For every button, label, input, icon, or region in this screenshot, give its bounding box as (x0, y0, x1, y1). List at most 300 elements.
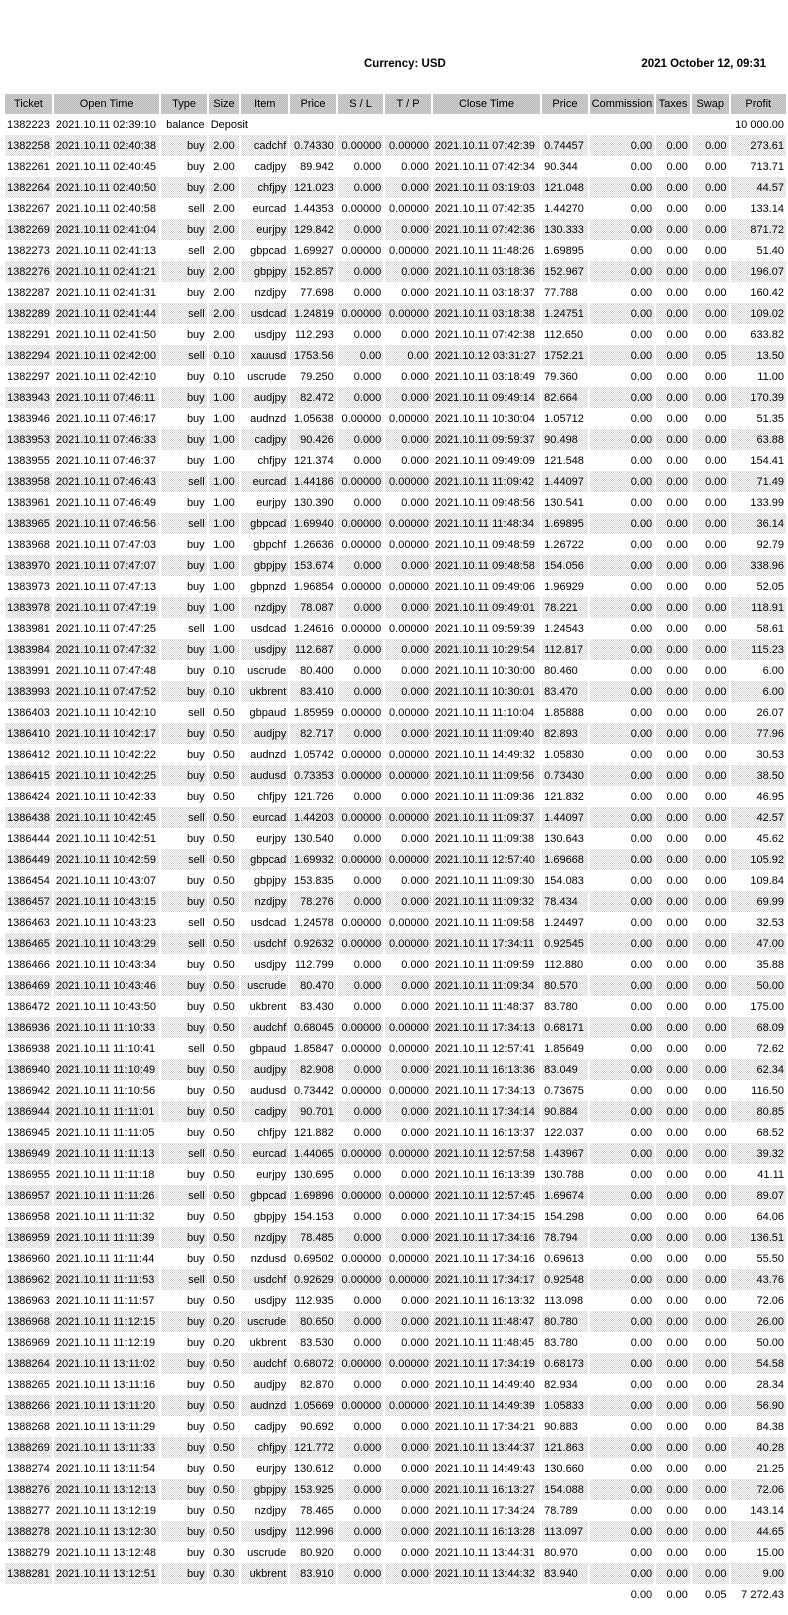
cell-profit: 47.00 (731, 933, 786, 954)
cell-tp: 0.000 (401, 1420, 429, 1433)
cell-commission: 0.00 (630, 1546, 653, 1559)
cell-tp: 0.00000 (389, 412, 429, 425)
cell-open-time: 2021.10.11 10:43:07 (55, 874, 156, 887)
cell-profit: 84.38 (756, 1420, 784, 1433)
cell-taxes: 0.00 (666, 1336, 688, 1349)
table-row (5, 996, 786, 1017)
cell-item: eurcad (241, 471, 288, 492)
cell-open-price: 90.426 (290, 429, 336, 450)
cell-swap: 0.00 (705, 1000, 727, 1013)
cell-type: buy (161, 135, 206, 156)
cell-open-time: 2021.10.11 13:11:02 (54, 1353, 160, 1374)
cell-commission: 0.00 (630, 538, 653, 551)
cell-type: buy (186, 1504, 205, 1517)
cell-commission: 0.00 (630, 1378, 653, 1391)
cell-open-price: 0.73353 (290, 765, 336, 786)
cell-profit: 6.00 (731, 681, 786, 702)
cell-swap: 0.00 (692, 723, 729, 744)
cell-open-price: 130.390 (294, 496, 334, 509)
cell-item: cadchf (241, 135, 288, 156)
cell-size: 0.50 (213, 958, 235, 971)
cell-swap: 0.00 (705, 1546, 727, 1559)
cell-item: usdchf (241, 1269, 288, 1290)
cell-taxes: 0.00 (666, 748, 688, 761)
cell-open-price: 129.842 (290, 219, 336, 240)
cell-ticket: 1386938 (7, 1042, 50, 1055)
cell-profit: 713.71 (750, 160, 784, 173)
cell-type: buy (186, 1210, 205, 1223)
cell-close-time: 2021.10.11 07:42:39 (433, 135, 540, 156)
cell-profit: 871.72 (731, 219, 786, 240)
cell-sl: 0.000 (353, 1378, 382, 1391)
cell-open-time: 2021.10.11 13:12:19 (55, 1504, 156, 1517)
cell-close-time: 2021.10.11 14:49:40 (434, 1378, 535, 1391)
cell-sl: 0.00000 (341, 1252, 382, 1265)
cell-size: 2.00 (213, 286, 235, 299)
cell-close-price: 1.96929 (544, 580, 584, 593)
cell-item: audusd (250, 1084, 287, 1097)
cell-close-time: 2021.10.11 03:18:37 (434, 286, 535, 299)
cell-commission: 0.00 (590, 303, 655, 324)
cell-open-time: 2021.10.11 07:46:49 (55, 496, 156, 509)
column-header-price: Price (290, 94, 336, 114)
cell-close-price: 80.460 (544, 664, 578, 677)
cell-size: 0.50 (209, 975, 240, 996)
cell-close-price: 0.68171 (542, 1017, 588, 1038)
cell-type: sell (161, 513, 206, 534)
cell-taxes: 0.00 (656, 303, 690, 324)
cell-commission: 0.00 (630, 454, 653, 467)
cell-close-time: 2021.10.11 11:09:59 (434, 958, 535, 971)
cell-sl: 0.000 (338, 639, 384, 660)
cell-open-price: 1.69927 (294, 244, 334, 257)
cell-commission: 0.00 (590, 975, 655, 996)
cell-item: cadjpy (241, 1101, 288, 1122)
table-row (5, 1206, 786, 1227)
cell-open-price: 78.087 (290, 597, 336, 618)
cell-close-time: 2021.10.11 11:09:37 (433, 807, 540, 828)
cell-taxes: 0.00 (656, 387, 690, 408)
cell-tp: 0.00000 (389, 1252, 429, 1265)
cell-ticket: 1383993 (5, 681, 52, 702)
cell-swap: 0.00 (692, 975, 729, 996)
cell-open-time: 2021.10.11 02:42:10 (55, 370, 156, 383)
column-header-s-l: S / L (338, 94, 384, 114)
cell-size: 1.00 (209, 597, 240, 618)
cell-type: buy (161, 765, 206, 786)
cell-ticket: 1382267 (7, 202, 50, 215)
table-row (5, 177, 786, 198)
cell-close-time: 2021.10.11 14:49:39 (433, 1395, 540, 1416)
cell-tp: 0.000 (385, 1437, 431, 1458)
cell-close-time: 2021.10.11 17:34:17 (433, 1269, 540, 1290)
cell-open-time: 2021.10.11 10:42:22 (55, 748, 156, 761)
cell-close-time: 2021.10.11 17:34:21 (434, 1420, 535, 1433)
cell-size: 1.00 (209, 639, 240, 660)
cell-item: usdjpy (254, 958, 287, 971)
header-row (5, 94, 786, 114)
cell-close-time: 2021.10.11 11:09:40 (433, 723, 540, 744)
cell-ticket: 1382269 (5, 219, 52, 240)
cell-sl: 0.000 (353, 160, 382, 173)
cell-commission: 0.00 (590, 1479, 655, 1500)
cell-tp: 0.000 (401, 1546, 429, 1559)
cell-close-price: 1.24543 (544, 622, 584, 635)
cell-profit: 55.50 (756, 1252, 784, 1265)
cell-type: sell (161, 1269, 206, 1290)
cell-close-time: 2021.10.11 11:48:34 (433, 513, 540, 534)
cell-profit: 64.06 (756, 1210, 784, 1223)
cell-tp: 0.000 (401, 496, 429, 509)
cell-tp: 0.000 (385, 261, 431, 282)
cell-type: buy (186, 454, 205, 467)
table-row (5, 639, 786, 660)
cell-size: 0.50 (213, 1168, 235, 1181)
cell-ticket: 1383981 (7, 622, 50, 635)
cell-close-price: 1.05712 (544, 412, 584, 425)
cell-type: sell (161, 933, 206, 954)
cell-open-price: 83.530 (300, 1336, 334, 1349)
table-row (5, 1332, 786, 1353)
cell-ticket: 1386424 (7, 790, 50, 803)
cell-commission: 0.00 (590, 933, 655, 954)
cell-tp: 0.000 (401, 1210, 429, 1223)
cell-ticket: 1383961 (7, 496, 50, 509)
table-row (5, 219, 786, 240)
cell-open-price: 130.612 (294, 1462, 334, 1475)
cell-tp: 0.00000 (389, 916, 429, 929)
cell-commission: 0.00 (630, 1084, 653, 1097)
cell-swap: 0.00 (705, 1504, 727, 1517)
table-row (5, 303, 786, 324)
cell-close-price: 0.73675 (544, 1084, 584, 1097)
cell-close-time: 2021.10.11 09:59:39 (434, 622, 535, 635)
cell-profit: 35.88 (756, 958, 784, 971)
cell-open-price: 112.935 (294, 1294, 334, 1307)
cell-close-time: 2021.10.11 11:09:58 (434, 916, 535, 929)
cell-taxes: 0.00 (656, 1269, 690, 1290)
cell-open-time: 2021.10.11 07:46:43 (54, 471, 160, 492)
cell-close-price: 154.083 (544, 874, 584, 887)
cell-close-time: 2021.10.11 10:30:04 (434, 412, 535, 425)
cell-item: ukbrent (249, 1336, 287, 1349)
cell-swap: 0.00 (692, 513, 729, 534)
table-row (5, 1563, 786, 1584)
cell-sl: 0.000 (338, 891, 384, 912)
cell-tp: 0.000 (401, 1504, 429, 1517)
cell-tp: 0.000 (401, 1462, 429, 1475)
table-row (5, 1311, 786, 1332)
cell-size: 0.30 (209, 1563, 240, 1584)
cell-open-price: 1.05638 (294, 412, 334, 425)
cell-open-price: 90.692 (300, 1420, 334, 1433)
cell-type: sell (188, 916, 205, 929)
cell-profit: 13.50 (731, 345, 786, 366)
cell-size: 0.10 (213, 370, 235, 383)
cell-open-time: 2021.10.11 10:43:46 (54, 975, 160, 996)
cell-size: 1.00 (209, 429, 240, 450)
cell-open-time: 2021.10.11 11:11:44 (55, 1252, 155, 1265)
cell-commission: 0.00 (630, 916, 653, 929)
cell-size: 0.50 (209, 1017, 240, 1038)
cell-size: 0.50 (213, 1378, 235, 1391)
cell-close-price: 1.44097 (542, 471, 588, 492)
cell-ticket: 1386940 (5, 1059, 52, 1080)
cell-item: gbpjpy (241, 261, 288, 282)
cell-tp: 0.000 (401, 454, 429, 467)
cell-taxes: 0.00 (656, 1143, 690, 1164)
cell-type: buy (161, 177, 206, 198)
cell-commission: 0.00 (590, 1353, 655, 1374)
cell-close-price: 80.970 (544, 1546, 578, 1559)
cell-close-price: 1.85649 (544, 1042, 584, 1055)
cell-type: buy (161, 1059, 206, 1080)
cell-taxes: 0.00 (666, 916, 688, 929)
cell-open-price: 82.717 (290, 723, 336, 744)
cell-profit: 170.39 (731, 387, 786, 408)
cell-ticket: 1386962 (5, 1269, 52, 1290)
cell-tp: 0.00000 (385, 1395, 431, 1416)
cell-sl: 0.00000 (338, 303, 384, 324)
table-row (5, 534, 786, 555)
cell-profit: 58.61 (756, 622, 784, 635)
cell-close-time: 2021.10.11 11:09:56 (433, 765, 540, 786)
table-row (5, 492, 786, 513)
cell-type: buy (186, 1252, 205, 1265)
cell-profit: 50.00 (756, 1336, 784, 1349)
cell-tp: 0.00000 (389, 202, 429, 215)
cell-close-time: 2021.10.11 03:18:38 (433, 303, 540, 324)
cell-profit: 116.50 (751, 1084, 784, 1097)
cell-item: cadjpy (241, 429, 288, 450)
cell-profit: 273.61 (731, 135, 786, 156)
cell-swap: 0.00 (705, 1336, 727, 1349)
table-row (5, 198, 786, 219)
cell-sl: 0.00000 (338, 765, 384, 786)
cell-close-time: 2021.10.11 10:30:01 (433, 681, 540, 702)
cell-open-time: 2021.10.11 07:47:07 (54, 555, 160, 576)
cell-close-price: 78.434 (542, 891, 588, 912)
cell-open-price: 0.68045 (290, 1017, 336, 1038)
cell-item: eurjpy (241, 219, 288, 240)
cell-sl: 0.000 (353, 958, 382, 971)
cell-close-time: 2021.10.11 17:34:13 (434, 1084, 535, 1097)
balance-row (5, 114, 786, 135)
cell-close-price: 152.967 (542, 261, 588, 282)
cell-type: buy (161, 1017, 206, 1038)
cell-ticket: 1386410 (5, 723, 52, 744)
cell-sl: 0.00000 (341, 538, 382, 551)
cell-commission: 0.00 (630, 328, 653, 341)
cell-tp: 0.000 (385, 1563, 431, 1584)
cell-tp: 0.000 (401, 874, 429, 887)
cell-sl: 0.000 (338, 219, 384, 240)
cell-tp: 0.00000 (385, 1185, 431, 1206)
cell-tp: 0.00000 (389, 706, 429, 719)
cell-size: 0.50 (213, 1210, 235, 1223)
table-row (5, 156, 786, 177)
cell-open-time: 2021.10.11 02:41:04 (54, 219, 160, 240)
cell-commission: 0.00 (630, 1504, 653, 1517)
cell-swap: 0.00 (692, 597, 729, 618)
cell-taxes: 0.00 (666, 1252, 688, 1265)
cell-commission: 0.00 (590, 1563, 655, 1584)
cell-tp: 0.000 (401, 664, 429, 677)
cell-sl: 0.000 (353, 1126, 382, 1139)
cell-taxes: 0.00 (656, 513, 690, 534)
cell-sl: 0.00000 (341, 244, 382, 257)
cell-close-time: 2021.10.11 16:13:36 (433, 1059, 540, 1080)
cell-taxes: 0.00 (666, 958, 688, 971)
cell-sl: 0.00000 (341, 580, 382, 593)
cell-ticket: 1383970 (5, 555, 52, 576)
cell-close-price: 1752.21 (542, 345, 588, 366)
cell-close-price: 0.69613 (544, 1252, 584, 1265)
table-row (5, 471, 786, 492)
cell-open-time: 2021.10.11 07:47:25 (55, 622, 156, 635)
cell-sl: 0.00000 (338, 933, 384, 954)
cell-sl: 0.00000 (338, 1353, 384, 1374)
cell-item: eurcad (241, 1143, 288, 1164)
cell-open-time: 2021.10.11 10:42:45 (54, 807, 160, 828)
cell-open-price: 83.910 (290, 1563, 336, 1584)
cell-commission: 0.00 (590, 849, 655, 870)
cell-taxes: 0.00 (656, 639, 690, 660)
cell-open-price: 153.674 (290, 555, 336, 576)
cell-close-time: 2021.10.11 11:09:36 (434, 790, 535, 803)
cell-profit: 28.34 (756, 1378, 784, 1391)
cell-sl: 0.00000 (341, 748, 382, 761)
cell-swap: 0.00 (692, 1059, 729, 1080)
cell-size: 0.50 (209, 1185, 240, 1206)
cell-profit: 44.65 (731, 1521, 786, 1542)
cell-tp: 0.00000 (385, 471, 431, 492)
cell-commission: 0.00 (590, 555, 655, 576)
cell-taxes: 0.00 (666, 202, 688, 215)
cell-open-time: 2021.10.11 02:40:58 (55, 202, 156, 215)
cell-open-time: 2021.10.11 07:46:17 (55, 412, 156, 425)
cell-profit: 9.00 (731, 1563, 786, 1584)
cell-commission: 0.00 (590, 345, 655, 366)
cell-type: buy (186, 1000, 205, 1013)
cell-item: nzdjpy (254, 1504, 287, 1517)
cell-tp: 0.000 (385, 177, 431, 198)
cell-ticket: 1386945 (7, 1126, 50, 1139)
cell-sl: 0.000 (353, 1294, 382, 1307)
cell-open-time: 2021.10.11 11:11:53 (54, 1269, 160, 1290)
cell-close-time: 2021.10.11 11:10:04 (434, 706, 535, 719)
cell-size: 0.50 (209, 1479, 240, 1500)
cell-item: nzdjpy (254, 286, 287, 299)
cell-sl: 0.000 (353, 454, 382, 467)
column-header-open-time: Open Time (54, 94, 160, 114)
cell-close-price: 1.24751 (542, 303, 588, 324)
cell-ticket: 1386963 (7, 1294, 50, 1307)
cell-profit: 36.14 (731, 513, 786, 534)
cell-open-price: 121.772 (290, 1437, 336, 1458)
cell-taxes: 0.00 (656, 1353, 690, 1374)
totals-row (5, 1584, 786, 1605)
cell-item: ukbrent (241, 1563, 288, 1584)
cell-close-price: 1.69668 (542, 849, 588, 870)
cell-swap: 0.00 (692, 765, 729, 786)
cell-commission: 0.00 (630, 1420, 653, 1433)
cell-close-price: 112.880 (544, 958, 584, 971)
cell-tp: 0.00000 (385, 1017, 431, 1038)
cell-open-price: 80.920 (300, 1546, 334, 1559)
cell-tp: 0.000 (401, 328, 429, 341)
cell-sl: 0.000 (338, 681, 384, 702)
cell-profit: 154.41 (750, 454, 784, 467)
cell-tp: 0.00000 (385, 303, 431, 324)
cell-commission: 0.00 (630, 1294, 653, 1307)
cell-open-price: 78.485 (290, 1227, 336, 1248)
table-row (5, 135, 786, 156)
cell-open-time: 2021.10.11 02:41:50 (55, 328, 156, 341)
cell-sl: 0.00000 (338, 135, 384, 156)
cell-commission: 0.00 (630, 1336, 653, 1349)
cell-commission: 0.00 (590, 639, 655, 660)
cell-commission: 0.00 (590, 681, 655, 702)
cell-taxes: 0.00 (666, 1294, 688, 1307)
cell-item: uscrude (241, 1311, 288, 1332)
cell-close-price: 0.73430 (542, 765, 588, 786)
cell-size: 0.50 (213, 790, 235, 803)
cell-tp: 0.000 (401, 160, 429, 173)
cell-open-price: 83.430 (300, 1000, 334, 1013)
cell-profit: 32.53 (756, 916, 784, 929)
cell-type: buy (161, 387, 206, 408)
cell-ticket: 1383958 (5, 471, 52, 492)
cell-taxes: 0.00 (656, 1311, 690, 1332)
cell-size: 0.50 (213, 1420, 235, 1433)
cell-profit: 68.52 (756, 1126, 784, 1139)
cell-open-price: 121.882 (294, 1126, 334, 1139)
cell-open-time: 2021.10.11 11:11:01 (54, 1101, 160, 1122)
cell-swap: 0.00 (705, 412, 727, 425)
cell-item: chfjpy (257, 1126, 287, 1139)
table-row (5, 324, 786, 345)
cell-sl: 0.000 (338, 1311, 384, 1332)
cell-type: buy (186, 580, 205, 593)
cell-ticket: 1386444 (7, 832, 50, 845)
cell-open-time: 2021.10.11 10:42:33 (55, 790, 156, 803)
cell-sl: 0.00000 (341, 1042, 382, 1055)
cell-ticket: 1386415 (5, 765, 52, 786)
cell-taxes: 0.00 (656, 933, 690, 954)
cell-open-price: 1753.56 (290, 345, 336, 366)
cell-taxes: 0.00 (656, 1395, 690, 1416)
cell-tp: 0.00000 (389, 580, 429, 593)
cell-type: sell (188, 202, 205, 215)
table-row (5, 954, 786, 975)
cell-taxes: 0.00 (666, 1168, 688, 1181)
cell-profit: 89.07 (731, 1185, 786, 1206)
table-row (5, 1185, 786, 1206)
cell-commission: 0.00 (630, 580, 653, 593)
cell-profit: 72.62 (756, 1042, 784, 1055)
cell-size: 1.00 (213, 496, 235, 509)
cell-close-price: 83.780 (544, 1000, 578, 1013)
cell-close-time: 2021.10.11 14:49:32 (434, 748, 535, 761)
cell-close-time: 2021.10.11 17:34:16 (434, 1252, 535, 1265)
cell-profit: 196.07 (731, 261, 786, 282)
cell-item: eurcad (252, 202, 287, 215)
cell-close-time: 2021.10.11 17:34:15 (434, 1210, 535, 1223)
cell-taxes: 0.00 (656, 597, 690, 618)
cell-item: eurjpy (256, 832, 287, 845)
cell-type: buy (161, 1479, 206, 1500)
